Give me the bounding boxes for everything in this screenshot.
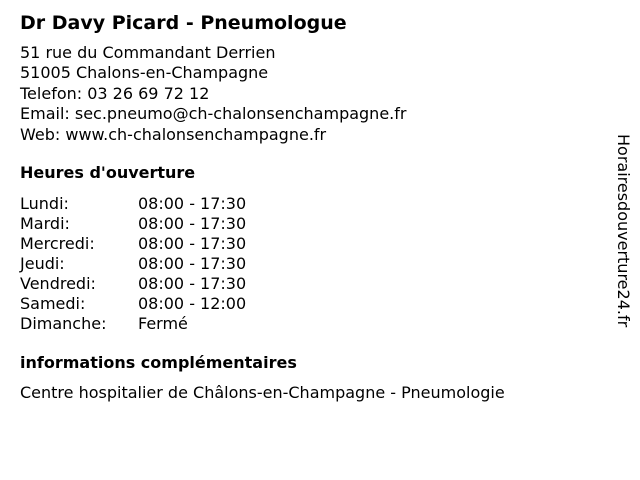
time-value: 08:00 - 12:00	[138, 294, 247, 313]
watermark: Horairesdouverture24.fr	[614, 134, 633, 328]
time-value: Fermé	[138, 314, 188, 333]
day-label: Jeudi:	[20, 254, 65, 273]
day-label: Samedi:	[20, 294, 86, 313]
street-address: 51 rue du Commandant Derrien	[20, 43, 276, 62]
address-block	[20, 43, 406, 145]
hours-heading: Heures d'ouverture	[20, 163, 196, 182]
page-title: Dr Davy Picard - Pneumologue	[20, 12, 347, 34]
time-value: 08:00 - 17:30	[138, 234, 247, 253]
time-value: 08:00 - 17:30	[138, 274, 247, 293]
website: Web: www.ch-chalonsenchampagne.fr	[20, 124, 327, 144]
time-value: 08:00 - 17:30	[138, 194, 247, 213]
day-label: Mardi:	[20, 214, 70, 233]
email-address: Email: sec.pneumo@ch-chalonsenchampagne.fr	[20, 104, 407, 124]
day-label: Vendredi:	[20, 274, 96, 293]
day-label: Mercredi:	[20, 234, 95, 253]
time-value: 08:00 - 17:30	[138, 214, 247, 233]
city-address: 51005 Chalons-en-Champagne	[20, 63, 269, 83]
day-label: Dimanche:	[20, 314, 107, 333]
info-text: Centre hospitalier de Châlons-en-Champagne - Pneumologie	[20, 383, 505, 402]
phone-number: Telefon: 03 26 69 72 12	[20, 83, 210, 103]
info-heading: informations complémentaires	[20, 353, 297, 372]
time-value: 08:00 - 17:30	[138, 254, 247, 273]
day-label: Lundi:	[20, 194, 69, 213]
